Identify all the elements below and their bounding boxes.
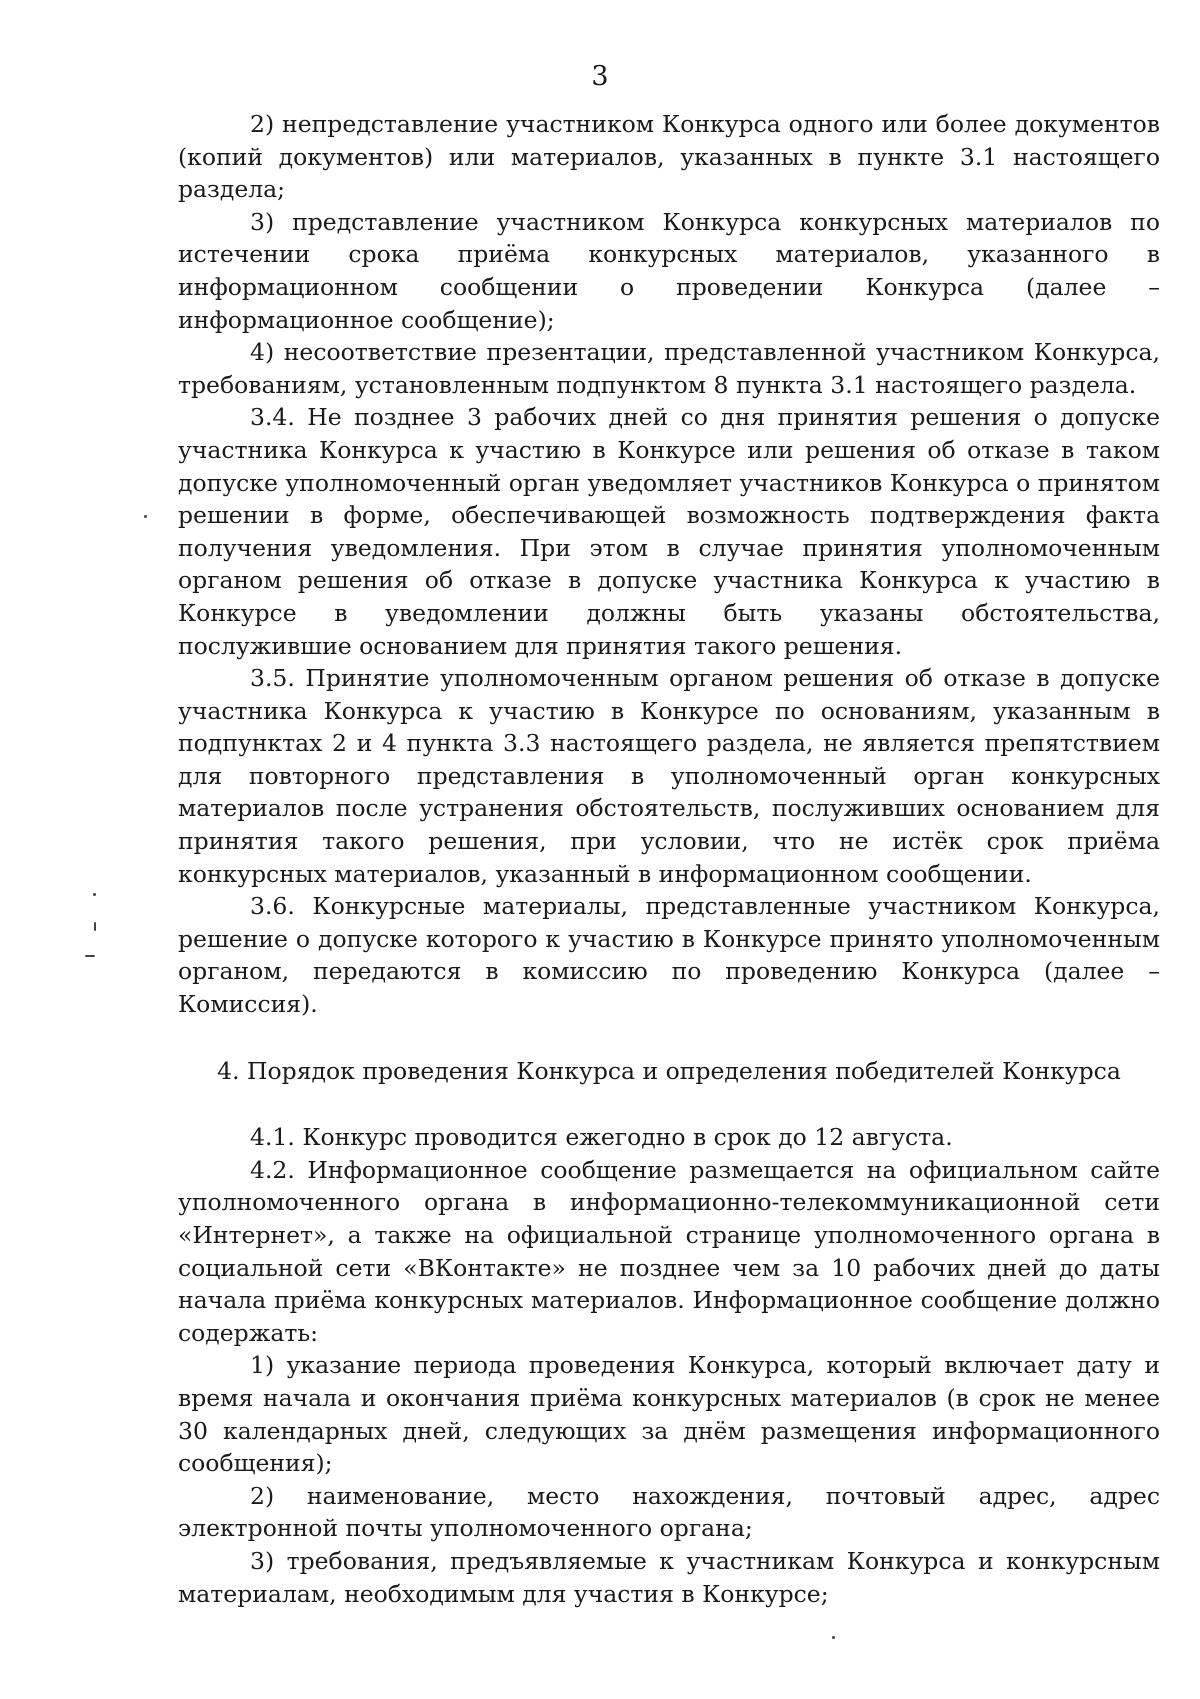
page-number: 3 — [591, 61, 609, 92]
scan-speck — [94, 922, 96, 931]
paragraph-3-4: 3.4. Не позднее 3 рабочих дней со дня принятия решения о допуске участника Конкурса к участию в Конкурсе или решения об отказе в таком допуске уполномоченный орган уведомляет участников Конкурса о принятом решении в форме, обеспечивающей возможность подтверждения факта получения уведомления. При этом в случае принятия уполномоченным органом решения об отказе в допуске участника Конкурса к участию в Конкурсе в уведомлении должны быть указаны обстоятельства, послужившие основанием для принятия такого решения. — [178, 403, 1160, 660]
paragraph-4-2-item-2: 2) наименование, место нахождения, почтовый адрес, адрес электронной почты уполномоченного органа; — [178, 1481, 1160, 1543]
scan-speck — [832, 1636, 835, 1639]
paragraph-3-3-item-4: 4) несоответствие презентации, представленной участником Конкурса, требованиям, установленным подпунктом 8 пункта 3.1 настоящего раздела. — [178, 338, 1160, 399]
paragraph-3-3-item-2: 2) непредставление участником Конкурса одного или более документов (копий документов) или материалов, указанных в пункте 3.1 настоящего раздела; — [178, 110, 1160, 204]
paragraph-4-2-item-3: 3) требования, предъявляемые к участникам Конкурса и конкурсным материалам, необходимым для участия в Конкурсе; — [178, 1546, 1160, 1608]
scan-speck — [144, 515, 147, 518]
document-body — [178, 108, 1160, 1610]
scan-speck — [85, 955, 95, 957]
section-heading: 4. Порядок проведения Конкурса и определения победителей Конкурса — [217, 1056, 1121, 1085]
paragraph-4-2: 4.2. Информационное сообщение размещается на официальном сайте уполномоченного органа в информационно-телекоммуникационной сети «Интернет», а также на официальной странице уполномоченного органа в социальной сети «ВКонтакте» не позднее чем за 10 рабочих дней до даты начала приёма конкурсных материалов. Информационное сообщение должно содержать: — [178, 1155, 1160, 1347]
paragraph-4-2-item-1: 1) указание периода проведения Конкурса, который включает дату и время начала и окончания приёма конкурсных материалов (в срок не менее 30 календарных дней, следующих за днём размещения информационного сообщения); — [178, 1351, 1160, 1478]
paragraph-3-3-item-3: 3) представление участником Конкурса конкурсных материалов по истечении срока приёма конкурсных материалов, указанного в информационном сообщении о проведении Конкурса (далее – информационное сообщение); — [178, 207, 1160, 334]
scan-speck — [93, 893, 96, 896]
paragraph-3-6: 3.6. Конкурсные материалы, представленные участником Конкурса, решение о допуске которого к участию в Конкурсе принято уполномоченным органом, передаются в комиссию по проведению Конкурса (далее – Комиссия). — [178, 892, 1160, 1019]
paragraph-3-5: 3.5. Принятие уполномоченным органом решения об отказе в допуске участника Конкурса к участию в Конкурсе по основаниям, указанным в подпунктах 2 и 4 пункта 3.3 настоящего раздела, не является препятствием для повторного представления в уполномоченный орган конкурсных материалов после устранения обстоятельств, послуживших основанием для принятия такого решения, при условии, что не истёк срок приёма конкурсных материалов, указанный в информационном сообщении. — [178, 664, 1160, 888]
paragraph-4-1: 4.1. Конкурс проводится ежегодно в срок до 12 августа. — [250, 1123, 953, 1152]
